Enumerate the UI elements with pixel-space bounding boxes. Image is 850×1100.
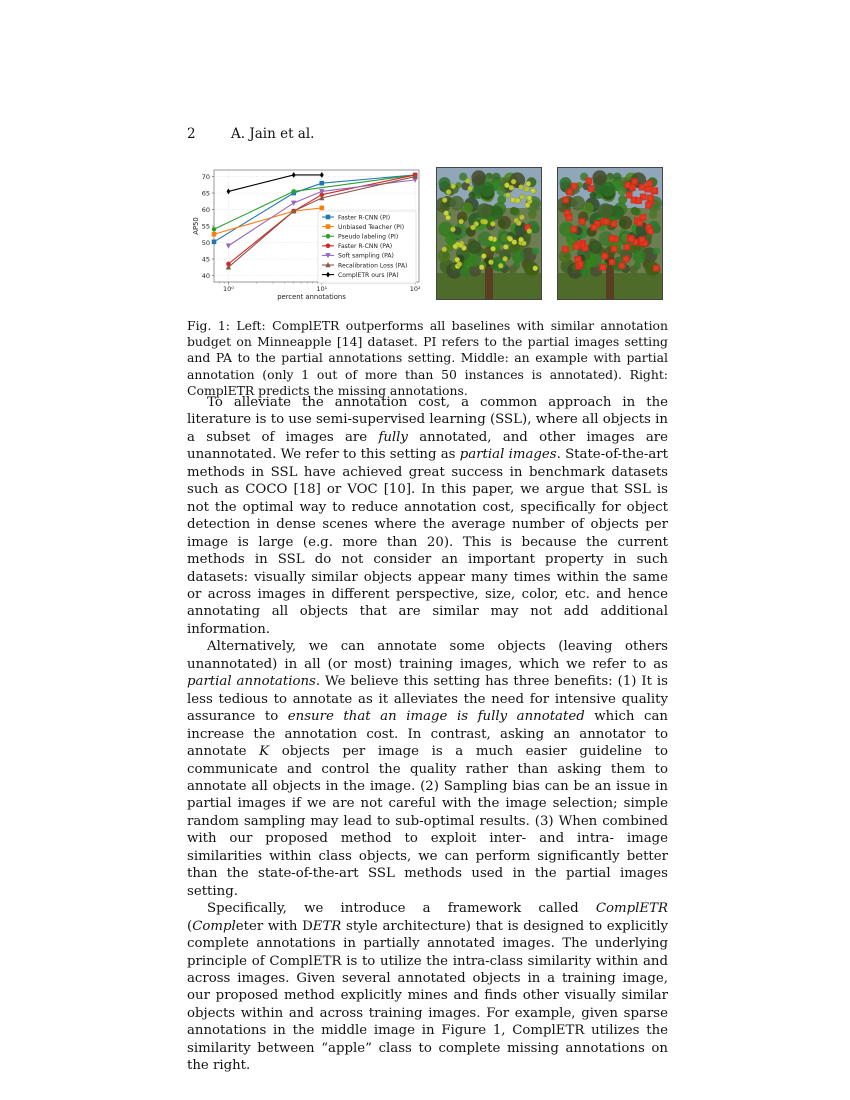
y-tick-label: 55	[201, 222, 210, 231]
foliage	[633, 208, 641, 216]
text-run: Alternatively, we can annotate some objects (leaving others unannotated) in all (or most) training images, which we refer to as	[187, 639, 668, 672]
text-run: (	[187, 918, 193, 934]
data-point	[291, 201, 296, 206]
emphasis-run: ensure that an image is fully annotated	[287, 709, 585, 725]
apple	[527, 228, 532, 233]
emphasis-run: partial images	[459, 447, 557, 463]
annotation-box	[623, 255, 630, 262]
apple	[531, 188, 536, 193]
annotation-box	[611, 220, 618, 227]
data-point	[212, 227, 217, 232]
foliage	[619, 219, 627, 227]
annotation-box	[645, 202, 652, 209]
apple	[442, 247, 447, 252]
annotation-box	[628, 236, 635, 243]
x-tick-label: 10⁰	[223, 285, 234, 293]
annotation-box	[577, 261, 584, 268]
apple	[525, 203, 530, 208]
foliage	[590, 192, 597, 199]
paragraph-1	[187, 394, 668, 638]
foliage	[498, 219, 506, 227]
foliage	[633, 250, 646, 263]
apple	[490, 221, 495, 226]
text-run: annotated, and other images are unannotated. We refer to this setting as	[187, 429, 668, 463]
data-point	[227, 189, 231, 195]
running-authors: A. Jain et al.	[231, 126, 315, 142]
apple	[459, 219, 464, 224]
annotation-box	[651, 187, 658, 194]
legend-label: ComplETR ours (PA)	[338, 271, 399, 279]
legend-marker	[326, 244, 331, 249]
caption-label: Fig. 1:	[187, 318, 230, 333]
legend-label: Faster R-CNN (PI)	[338, 214, 391, 222]
apple	[470, 225, 475, 230]
foliage	[512, 250, 525, 263]
emphasis-run: fully	[378, 429, 408, 445]
paragraph-3	[187, 900, 668, 1075]
annotation-box	[601, 253, 608, 260]
emphasis-run: partial annotations	[187, 674, 316, 690]
annotation-box	[635, 197, 642, 204]
foliage	[477, 203, 492, 218]
apple	[479, 265, 484, 270]
apple	[515, 198, 520, 203]
annotation-box	[603, 218, 610, 225]
annotation-box	[631, 178, 638, 185]
apple	[451, 184, 456, 189]
y-tick-label: 40	[201, 271, 210, 280]
ap50-chart	[190, 166, 426, 306]
x-tick-label: 10²	[409, 285, 421, 293]
apple	[498, 263, 503, 268]
annotation-box	[562, 197, 569, 204]
data-point	[226, 243, 231, 248]
apple	[509, 185, 514, 190]
apple	[445, 215, 450, 220]
legend-label: Unbiased Teacher (PI)	[338, 223, 405, 231]
legend-label: Recalibration Loss (PA)	[338, 262, 408, 270]
annotation-box	[639, 236, 646, 243]
ap50-chart-svg	[190, 166, 426, 306]
series-6	[227, 172, 324, 194]
legend-marker	[326, 215, 331, 220]
apple	[488, 260, 493, 265]
annotation-box	[618, 262, 625, 269]
legend-marker	[326, 234, 331, 239]
annotation-box	[636, 220, 643, 227]
annotation-box	[588, 185, 595, 192]
apple	[465, 178, 470, 183]
text-run: . State-of-the-art methods in SSL have achieved great success in benchmark datasets such as COCO [18] or VOC [10]. In this paper, we argue that SSL is not the optimal way to reduce annotation cost, specifically for object detection in dense scenes where the average number of objects per image is large (e.g. more than 20). This is because the current methods in SSL do not consider an important property in such datasets: visually similar objects appear many times within the same or across images in different perspective, size, color, etc. and hence annotating all objects that are similar may not add additional information.	[187, 447, 668, 637]
annotation-box	[573, 243, 580, 250]
legend-marker	[326, 224, 331, 229]
apple	[519, 185, 524, 190]
caption-text: Left: ComplETR outperforms all baselines with similar annotation budget on Minneapple [14] dataset. PI refers to the partial images setting and PA to the partial annotations setting. Middle: an example with partial annotation (only 1 out of more than 50 instances is annotated). Right: ComplETR predicts the missing annotations.	[187, 318, 668, 398]
series-line	[228, 175, 321, 191]
apple	[442, 197, 447, 202]
foliage	[653, 248, 660, 255]
y-tick-label: 65	[201, 189, 210, 198]
apple	[511, 179, 516, 184]
annotation-box	[579, 218, 586, 225]
y-tick-label: 45	[201, 255, 210, 264]
text-run: To alleviate the annotation cost, a common approach in the literature is to use semi-supervised learning (SSL), where all objects in a subset of images are	[187, 395, 668, 445]
annotation-box	[609, 259, 616, 266]
data-point	[212, 232, 217, 237]
annotation-box	[609, 235, 616, 242]
apple	[481, 253, 486, 258]
annotation-box	[566, 189, 573, 196]
annotation-box	[629, 184, 636, 191]
annotation-box	[591, 224, 598, 231]
apple	[453, 244, 458, 249]
legend-label: Pseudo labeling (PI)	[338, 233, 399, 241]
foliage	[497, 195, 506, 204]
foliage	[470, 243, 478, 251]
legend-label: Soft sampling (PA)	[338, 252, 394, 260]
foliage	[598, 203, 613, 218]
foliage	[459, 266, 469, 276]
apple	[527, 195, 532, 200]
apple	[508, 236, 513, 241]
x-tick-label: 10¹	[316, 285, 328, 293]
page-number: 2	[187, 126, 196, 142]
apple	[503, 244, 508, 249]
foliage	[449, 196, 464, 211]
apple	[510, 197, 515, 202]
apple	[446, 189, 451, 194]
apple	[502, 256, 507, 261]
data-point	[320, 172, 324, 178]
annotation-box	[647, 195, 654, 202]
data-point	[319, 206, 324, 211]
y-tick-label: 60	[201, 205, 210, 214]
foliage	[469, 192, 476, 199]
x-axis-label: percent annotations	[277, 293, 346, 301]
apple	[468, 186, 473, 191]
apple	[483, 219, 488, 224]
apple-tree-photo-partial	[437, 168, 542, 300]
emphasis-run: K	[259, 744, 270, 760]
y-axis-label: AP50	[192, 217, 200, 235]
annotation-box	[566, 214, 573, 221]
annotation-box	[611, 245, 618, 252]
annotation-box	[599, 264, 606, 271]
apple	[519, 215, 524, 220]
data-point	[292, 172, 296, 178]
annotation-box	[571, 226, 578, 233]
data-point	[319, 181, 324, 186]
apple	[457, 262, 462, 267]
paragraph-2	[187, 638, 668, 900]
annotation-box	[623, 243, 630, 250]
foliage	[512, 208, 520, 216]
foliage	[509, 265, 517, 273]
apple	[488, 236, 493, 241]
apple	[450, 227, 455, 232]
foliage	[592, 170, 607, 185]
apple	[524, 186, 529, 191]
annotation-box	[647, 228, 654, 235]
foliage	[630, 265, 638, 273]
foliage	[591, 243, 599, 251]
foliage	[471, 170, 486, 185]
apple	[518, 237, 523, 242]
annotation-box	[585, 178, 592, 185]
emphasis-run: ComplETR	[595, 901, 668, 917]
foliage	[496, 187, 505, 196]
text-run: objects per image is a much easier guideline to communicate and control the quality rather than asking them to annotate all objects in the image. (2) Sampling bias can be an issue in partial images if we are not careful with the image selection; simple random sampling may lead to sub-optimal results. (3) When combined with our proposed method to exploit inter- and intra- image similarities within class objects, we can perform significantly better than the state-of-the-art SSL methods used in the partial images setting.	[187, 744, 668, 899]
y-tick-label: 70	[201, 172, 210, 181]
data-point	[212, 240, 217, 245]
text-run: which can increase the annotation cost. In contrast, asking an annotator to annotate	[187, 709, 668, 760]
body-text	[187, 394, 668, 1075]
apple	[533, 266, 538, 271]
apple	[506, 193, 511, 198]
emphasis-run: ETR	[312, 918, 342, 934]
emphasis-run: Compl	[192, 918, 236, 934]
text-run: Specifically, we introduce a framework called	[207, 901, 596, 917]
foliage	[532, 248, 539, 255]
data-point	[291, 189, 296, 194]
completed-annotation-photo	[557, 167, 663, 300]
figure-caption	[187, 318, 668, 399]
annotation-box	[639, 184, 646, 191]
legend-label: Faster R-CNN (PA)	[338, 243, 393, 251]
foliage	[570, 196, 585, 211]
annotation-box	[562, 246, 569, 253]
apple	[520, 194, 525, 199]
apple-tree-photo-completed	[558, 168, 663, 300]
text-run: . We believe this setting has three benefits: (1) It is less tedious to annotate as it alleviates the need for intensive quality assurance to	[187, 674, 668, 725]
running-header	[187, 126, 314, 142]
apple	[516, 220, 521, 225]
partial-annotation-photo	[436, 167, 542, 300]
text-run: style architecture) that is designed to explicitly complete annotations in partially annotated images. The underlying principle of ComplETR is to utilize the intra-class similarity within and across images. Given several annotated objects in a training image, our proposed method explicitly mines and finds other visually similar objects within and across training images. For example, given sparse annotations in the middle image in Figure 1, ComplETR utilizes the similarity between “apple” class to complete missing annotations on the right.	[187, 918, 669, 1074]
apple	[526, 181, 531, 186]
annotation-box	[653, 265, 660, 272]
y-tick-label: 50	[201, 238, 210, 247]
text-run: eter with D	[235, 918, 313, 934]
apple	[490, 246, 495, 251]
